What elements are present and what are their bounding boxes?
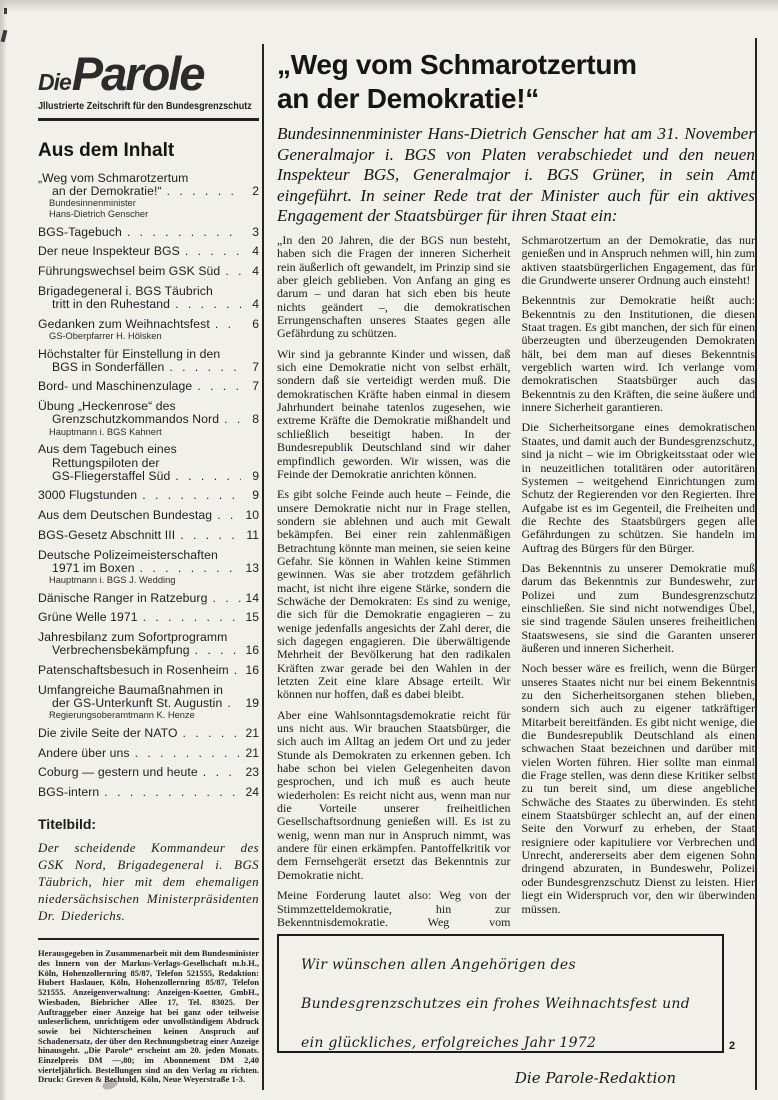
toc-entry-line	[38, 747, 259, 760]
toc-item	[38, 226, 259, 239]
toc-page-number: 21	[245, 725, 259, 740]
toc-author: Bundesinnenminister	[49, 198, 136, 209]
headline-line-2: an der Demokratie!“	[277, 83, 539, 114]
toc-page-number: 8	[252, 412, 259, 427]
imprint-text: Herausgegeben in Zusammenarbeit mit dem Bundesminister des Innern von der Markus-Verlags-Gesellschaft m.b.H., Köln, Hohenzollernring 85/87, Telefon 521555, Redaktion: Hubert Haslauer, Köln, Hohenzollernring 85/87, Telefon 521555. Anzeigenverwaltung: Anzeigen-Koetter, GmbH., Wiesbaden, Biebricher Allee 17, Tel. 83025. Der Auftraggeber einer Anzeige hat bei ganz oder teilweise unleserlichem, unrichtigem oder unvollständigem Abdruck sowie bei Nichterscheinen keinen Anspruch auf Schadenersatz, der über den Rechnungsbetrag einer Anzeige hinausgeht. „Die Parole“ erscheint am 20. jeden Monats. Einzelpreis DM —,80; im Abonnement DM 2,40 vierteljährlich. Bestellungen sind an den Verlag zu richten. Druck: Greven & Bechtold, Köln, Neue Weyerstraße 1-3.	[38, 948, 259, 1085]
toc-entry-title: Coburg — gestern und heute	[38, 765, 198, 780]
article-paragraph: Es gibt solche Feinde auch heute – Feinde, die unsere Demokratie nicht nur in Frage stellen, sondern sie ablehnen und auch mit Gewalt bekämpfen. Bei einer rein zahlenmäßigen Betrachtung könnte man meinen, sie seien keine Gefahr. Sie können in Wahlen keine Stimmen gewinnen. Was sie aber trotzdem gefährlich macht, ist nicht ihre eigene Stärke, sondern die Schwäche der Demokraten: Es sind zu wenige, die sich für die Demokratie engagieren – zu wenige jedenfalls angesichts der Zahl derer, die sich dagegen engagieren. Die überwältigende Mehrheit der Bevölkerung hat den radikalen Kräften zwar gerade bei den Wahlen in der letzten Zeit eine klare Absage erteilt. Wir können nur hoffen, daß es dabei bleibt.	[277, 487, 511, 702]
toc-entry-line	[38, 727, 259, 740]
article-lead: Bundesinnenminister Hans-Dietrich Genscher hat am 31. November Generalmajor i. BGS von Platen verabschiedet und den neuen Inspekteur BGS, Generalmajor i. BGS Grüner, in sein Amt eingeführt. In seiner Rede trat der Minister auch für ein aktives Engagement der Staatsbürger für ihren Staat ein:	[277, 124, 755, 226]
toc-entry-line	[38, 592, 259, 605]
toc-item	[38, 592, 259, 605]
toc-item	[38, 611, 259, 624]
toc-entry-title: tritt in den Ruhestand	[52, 296, 171, 311]
article-paragraph: „In den 20 Jahren, die der BGS nun besteht, haben sich die Fragen der inneren Sicherheit rein äußerlich oft gewandelt, im Prinzip sind sie aber gleich geblieben. Von Anfang an ging es darum – und daran hat sich eben bis heute nichts geändert –, die demokratischen Errungenschaften unseres Staates gegen alle Gefährdung zu schützen.	[277, 234, 511, 341]
logo-parole-text: Parole	[71, 47, 204, 100]
toc-item	[38, 489, 259, 502]
toc-item	[38, 631, 259, 657]
toc-dot-leader	[217, 509, 241, 522]
toc-dot-leader	[135, 747, 241, 760]
toc-entry-title: an der Demokratie!“	[52, 184, 162, 199]
toc-dot-leader	[225, 265, 241, 278]
toc-entry-line	[38, 443, 259, 456]
toc-page-number: 6	[252, 316, 259, 331]
toc-item	[38, 549, 259, 586]
toc-dot-leader	[180, 529, 241, 542]
toc-entry-title: Höchstalter für Einstellung in den	[38, 346, 221, 361]
toc-page-number: 3	[252, 224, 259, 239]
sidebar	[38, 47, 259, 1085]
toc-author: Hauptmann i. BGS Kahnert	[49, 426, 162, 437]
toc-dot-leader	[224, 413, 241, 426]
toc-entry-line	[38, 361, 259, 374]
toc-entry-line	[38, 226, 259, 239]
toc-entry-title: Brigadegeneral i. BGS Täubrich	[38, 283, 213, 298]
toc-dot-leader	[127, 226, 241, 239]
toc-author: GS-Oberpfarrer H. Hölsken	[49, 330, 162, 341]
cover-note-text: Der scheidende Kommandeur des GSK Nord, Brigadegeneral i. BGS Täubrich, hier mit dem ehemaligen niedersächsischen Ministerpräsidenten Dr. Diederichs.	[38, 841, 259, 924]
greeting-text: Wir wünschen allen Angehörigen des Bundesgrenzschutzes ein frohes Weihnachtsfest und ein glückliches, erfolgreiches Jahr 1972	[301, 957, 691, 1051]
toc-page-number: 16	[245, 643, 259, 658]
toc-page-number: 4	[252, 263, 259, 278]
imprint-rule	[38, 938, 259, 940]
toc-entry-line	[38, 470, 259, 483]
toc-dot-leader	[175, 298, 241, 311]
toc-entry-title: 1971 im Boxen	[52, 560, 135, 575]
toc-entry-title: Dänische Ranger in Ratzeburg	[38, 590, 208, 605]
toc-item	[38, 348, 259, 374]
toc-entry-title: Grüne Welle 1971	[38, 610, 138, 625]
toc-page-number: 11	[246, 527, 259, 542]
toc-item	[38, 727, 259, 740]
toc-entry-line	[38, 611, 259, 624]
toc-page-number: 16	[245, 663, 259, 678]
article-paragraph: Die Sicherheitsorgane eines demokratischen Staates, und damit auch der Bundesgrenzschutz, sind ja nicht – wie im Obrigkeitsstaat oder wie in neuzeitlichen totalitären oder autoritären Systemen – weitgehend Einrichtungen zum Schutz der Regierenden vor den Regierten. Ihre Aufgabe ist es im Gegenteil, die Freiheiten und die Rechte des Staatsbürgers gegen alle Gefährdungen zu schützen. Sie handeln im Auftrag des Bürgers für den Bürger.	[521, 420, 755, 555]
toc-page-number: 13	[245, 560, 259, 575]
toc-dot-leader	[185, 245, 241, 258]
toc-entry-line	[38, 766, 259, 779]
toc-entry-line	[38, 185, 259, 198]
toc-page-number: 14	[245, 590, 259, 605]
toc-entry-title: Patenschaftsbesuch in Rosenheim	[38, 663, 229, 678]
toc-dot-leader	[215, 318, 241, 331]
article-paragraph: Das Bekenntnis zu unserer Demokratie muß darum das Bekenntnis zur Bundeswehr, zur Polizei und zum Bundesgrenzschutz einschließen. Sie sind nicht notwendiges Übel, sie sind tragende Säulen unseres freiheitlichen Staatswesens, sie sind die Garanten unserer äußeren und inneren Sicherheit.	[521, 560, 755, 655]
toc-dot-leader	[104, 786, 241, 799]
toc-dot-leader	[140, 562, 241, 575]
toc-entry-title: Deutsche Polizeimeisterschaften	[38, 547, 218, 562]
toc-entry-line	[38, 529, 259, 542]
toc-entry-title: 3000 Flugstunden	[38, 488, 138, 503]
article-headline	[277, 48, 755, 116]
masthead	[38, 47, 259, 121]
toc-entry-title: Die zivile Seite der NATO	[38, 725, 178, 740]
scan-artifact	[0, 0, 7, 1100]
headline-line-1: „Weg vom Schmarotzertum	[277, 49, 637, 80]
scan-artifact	[0, 0, 778, 12]
toc-page-number: 15	[245, 610, 259, 625]
toc-entry-title: BGS-Tagebuch	[38, 224, 122, 239]
magazine-subtitle: Jllustrierte Zeitschrift für den Bundesgrenzschutz	[38, 100, 252, 112]
toc-item	[38, 684, 259, 721]
toc-heading: Aus dem Inhalt	[38, 140, 175, 161]
scan-artifact	[4, 8, 7, 14]
toc-page-number: 4	[252, 296, 259, 311]
toc-dot-leader	[227, 697, 241, 710]
article-body	[277, 234, 755, 934]
toc-dot-leader	[197, 380, 241, 393]
toc-entry-title: Verbrechensbekämpfung	[52, 643, 190, 658]
article-paragraph: Wir sind ja gebrannte Kinder und wissen, daß sich eine Demokratie nicht von selbst erhält, sondern daß sie verteidigt werden muß. Die demokratischen Kräfte haben einmal in diesem Jahrhundert beinahe tatenlos zugesehen, wie extreme Kräfte die Demokratie mißhandelt und schließlich beseitigt haben. In der Bundesrepublik Deutschland sind wir daher empfindlich geworden. Wir wissen, was die Feinde der Demokratie anrichten können.	[277, 346, 511, 481]
toc-entry-title: BGS-intern	[38, 785, 100, 800]
toc-item	[38, 747, 259, 760]
toc-entry-line	[38, 562, 259, 575]
toc-page-number: 23	[245, 765, 259, 780]
toc-entry-line	[38, 786, 259, 799]
toc-item	[38, 285, 259, 311]
toc-entry-line	[38, 684, 259, 697]
toc-entry-title: BGS in Sonderfällen	[52, 359, 165, 374]
toc-entry-line	[38, 457, 259, 470]
toc-entry-title: der GS-Unterkunft St. Augustin	[52, 695, 223, 710]
article-paragraph: Bekenntnis zur Demokratie heißt auch: Bekenntnis zu den Institutionen, die diesen Staat tragen. Es gibt manchen, der sich für einen überzeugten und überzeugenden Demokraten hält, bei dem man auf dieses Bekenntnis vergeblich warten wird. Ich verlange vom demokratischen Staatsbürger auch das Bekenntnis zu den Kräften, die seine äußere und innere Sicherheit garantieren.	[521, 293, 755, 415]
toc-entry-title: Aus dem Deutschen Bundestag	[38, 508, 213, 523]
toc-dot-leader	[212, 592, 241, 605]
toc-author: Hauptmann i. BGS J. Wedding	[49, 574, 176, 585]
toc-entry-title: BGS-Gesetz Abschnitt III	[38, 527, 176, 542]
toc-item	[38, 265, 259, 278]
toc-entry-title: Übung „Heckenrose“ des	[38, 399, 176, 414]
toc-entry-title: Führungswechsel beim GSK Süd	[38, 263, 221, 278]
toc-entry-line	[38, 509, 259, 522]
toc-entry-title: Gedanken zum Weihnachtsfest	[38, 316, 210, 331]
toc-entry-line	[38, 549, 259, 562]
toc-dot-leader	[175, 470, 241, 483]
toc-entry-line	[38, 245, 259, 258]
toc-entry-line	[38, 265, 259, 278]
toc-page-number: 4	[252, 244, 259, 259]
toc-entry-line	[38, 380, 259, 393]
toc-item	[38, 786, 259, 799]
toc-dot-leader	[169, 361, 241, 374]
toc-item	[38, 245, 259, 258]
toc-entry-line	[38, 285, 259, 298]
toc-dot-leader	[143, 611, 241, 624]
article-paragraph: Aber eine Wahlsonntagsdemokratie reicht für uns nicht aus. Wir brauchen Staatsbürger, die sich auch im Alltag an jedem Ort und zu jeder Stunde als Demokraten zu erkennen geben. Ich habe schon bei vielen Gelegenheiten davon gesprochen, und ich muß es auch heute wiederholen: Es reicht nicht aus, wenn man nur die Vorteile unserer freiheitlichen Gesellschaftsordnung genießen will. Es ist zu wenig, wenn man nur in Anspruch nimmt, was andere für einen erkämpfen. Pantoffelkritik vor dem Fernsehgerät ersetzt das Bekenntnis zur Demokratie nicht.	[277, 707, 511, 882]
toc-entry-line	[38, 318, 259, 331]
toc-entry-title: Der neue Inspekteur BGS	[38, 244, 180, 259]
logo-die-text: Die	[38, 69, 71, 95]
article-paragraph: Noch besser wäre es freilich, wenn die Bürger unseres Staates nicht nur bei einem Bekenntnis zu den Sicherheitsorganen stehen blieben, sondern sich auch zu eigener tatkräftiger Mitarbeit bereitfänden. Es gibt nicht wenige, die die Bundesrepublik Deutschland als einen schwachen Staat bezeichnen und darüber mit vielen Worten führen. Hier sollte man einmal die Frage stellen, was denn diese Kritiker selbst zu tun bereit sind, um diese angebliche Schwäche des Staates zu überwinden. Es steht einem Staatsbürger schlecht an, auf der einen Seite den Vorwurf zu erheben, der Staat resigniere oder kapituliere vor Verbrechen und Unrecht, andererseits aber dem eigenen Sohn dringend abzuraten, in Bundeswehr, Polizei oder Bundesgrenzschutz Dienst zu leisten. Hier liegt ein Widerspruch vor, den wir überwinden müssen.	[521, 661, 755, 916]
toc-entry-line	[38, 348, 259, 361]
toc-entry-line	[38, 664, 259, 677]
toc-entry-line	[38, 413, 259, 426]
toc-entry-title: Aus dem Tagebuch eines	[38, 442, 177, 457]
toc-dot-leader	[183, 727, 241, 740]
toc-dot-leader	[167, 185, 241, 198]
toc-item	[38, 664, 259, 677]
toc-entry-line	[38, 644, 259, 657]
toc-item	[38, 172, 259, 219]
page-edge-rule	[755, 38, 757, 1090]
toc-item	[38, 529, 259, 542]
toc-entry-title: GS-Fliegerstaffel Süd	[52, 468, 171, 483]
toc-author: Hans-Dietrich Genscher	[49, 208, 149, 219]
toc-entry-title: Grenzschutzkommandos Nord	[52, 412, 220, 427]
toc-dot-leader	[142, 489, 241, 502]
toc-item	[38, 509, 259, 522]
toc-page-number: 10	[245, 508, 259, 523]
toc-dot-leader	[234, 664, 241, 677]
toc-page-number: 21	[245, 745, 259, 760]
column-divider-rule	[262, 44, 264, 1090]
toc-list	[38, 172, 259, 799]
toc-item	[38, 380, 259, 393]
toc-entry-title: Andere über uns	[38, 745, 130, 760]
toc-item	[38, 318, 259, 342]
toc-page-number: 7	[252, 379, 259, 394]
toc-entry-title: „Weg vom Schmarotzertum	[38, 171, 189, 185]
toc-entry-title: Umfangreiche Baumaßnahmen in	[38, 682, 224, 697]
toc-item	[38, 400, 259, 437]
toc-page-number: 7	[252, 359, 259, 374]
toc-page-number: 24	[245, 785, 259, 800]
toc-entry-title: Rettungspiloten der	[52, 455, 160, 470]
toc-item	[38, 766, 259, 779]
magazine-logo	[38, 47, 259, 100]
toc-item	[38, 443, 259, 483]
article-paragraph: Meine Forderung lautet also: Weg von der Stimmzetteldemokratie, hin zur Bekenntnisdemokratie. Weg vom Schmarotzertum an der Demokratie, das nur genießen und in Anspruch nehmen will, hin zum aktiven staatsbürgerlichen Engagement, das für die Grundwerte unserer Ordnung auch einsteht!	[277, 234, 755, 929]
toc-dot-leader	[203, 766, 241, 779]
toc-page-number: 19	[245, 695, 259, 710]
masthead-rule	[38, 118, 259, 121]
toc-author: Regierungsoberamtmann K. Henze	[49, 710, 195, 721]
greeting-signature: Die Parole-Redaktion	[514, 1069, 676, 1087]
toc-entry-title: Bord- und Maschinenzulage	[38, 379, 193, 394]
toc-page-number: 9	[252, 468, 259, 483]
page-number: 2	[729, 1040, 736, 1052]
toc-dot-leader	[195, 644, 241, 657]
toc-entry-line	[38, 489, 259, 502]
toc-entry-line	[38, 697, 259, 710]
cover-note-heading: Titelbild:	[38, 816, 97, 833]
greeting-box	[277, 934, 724, 1087]
toc-entry-line	[38, 298, 259, 311]
toc-entry-title: Jahresbilanz zum Sofortprogramm	[38, 630, 228, 645]
toc-page-number: 2	[252, 184, 259, 199]
toc-page-number: 9	[252, 488, 259, 503]
